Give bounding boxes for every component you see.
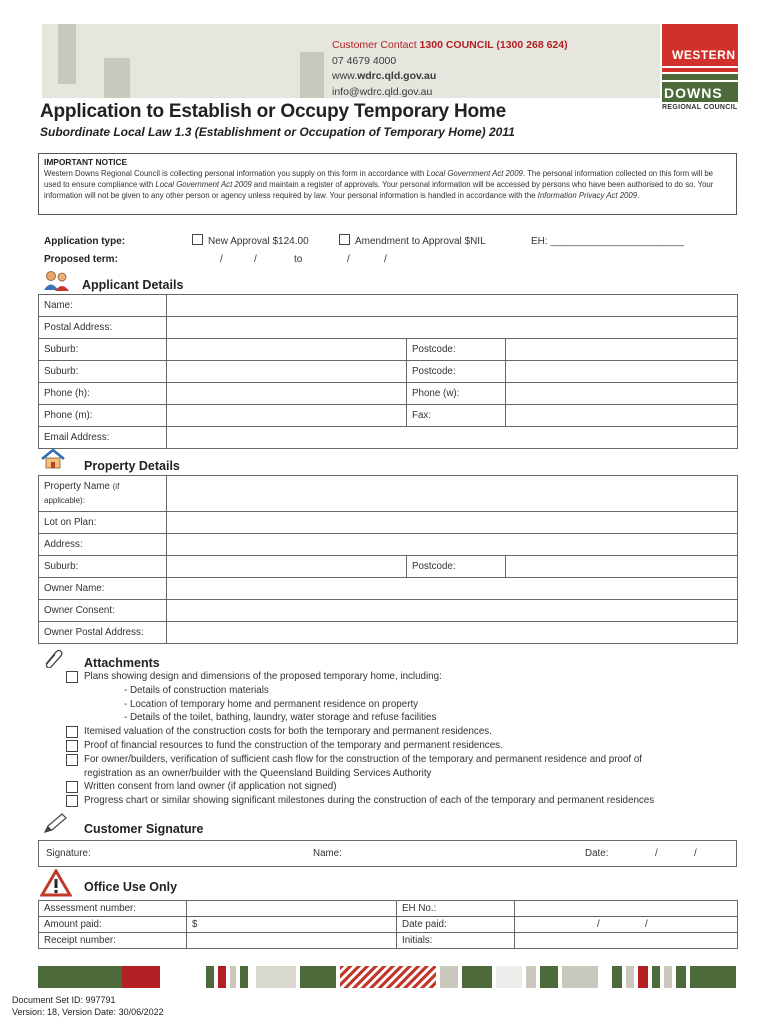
logo-western: WESTERN [672, 48, 736, 62]
list-subitem: - Details of construction materials [124, 684, 269, 696]
signature-label: Signature: [46, 848, 91, 859]
email-field[interactable] [167, 427, 738, 449]
address-field[interactable] [167, 534, 738, 556]
important-notice [38, 153, 737, 215]
applicant-details-heading: Applicant Details [82, 278, 184, 292]
postcode-field[interactable] [506, 361, 738, 383]
term-slash: / [347, 254, 350, 265]
application-type-label: Application type: [44, 236, 126, 247]
assessment-number-field[interactable] [187, 901, 397, 917]
table-row [39, 295, 738, 317]
contact-number: 1300 COUNCIL (1300 268 624) [419, 39, 568, 51]
footer-band [256, 966, 296, 988]
phone-work-label: Phone (w): [407, 383, 506, 405]
attachment-checkbox[interactable] [66, 781, 78, 793]
notice-body: Western Downs Regional Council is collecting personal information you supply on this form in accordance with Local Government Act 2009. The personal information collected on this form will be used to ensure compliance with Local Government Act 2009 and maintain a register of approvals. Your personal information will be accessed by persons who have been authorised to do so. Your information will not be given to any other person or agency unless required by law. Your personal information is handled in accordance with the Information Privacy Act 2009. [44, 169, 714, 200]
footer-band [612, 966, 622, 988]
suburb-label: Suburb: [39, 339, 167, 361]
contact-email: info@wdrc.qld.gov.au [332, 85, 433, 98]
header-decor-bar [58, 24, 76, 84]
attachment-checkbox[interactable] [66, 740, 78, 752]
footer-band [664, 966, 672, 988]
signature-name-label: Name: [313, 848, 342, 859]
table-row [39, 578, 738, 600]
table-row [39, 476, 738, 512]
table-row [39, 317, 738, 339]
header-decor-bar [300, 52, 324, 98]
owner-consent-label: Owner Consent: [39, 600, 167, 622]
list-item: Progress chart or similar showing significant milestones during the construction of each of the temporary and permanent residences [66, 794, 746, 808]
footer-band [230, 966, 236, 988]
term-slash: / [384, 254, 387, 265]
property-name-field[interactable] [167, 476, 738, 512]
suburb-field[interactable] [167, 339, 407, 361]
attachments-list [66, 670, 746, 808]
date-paid-label: Date paid: [397, 917, 515, 933]
name-field[interactable] [167, 295, 738, 317]
postcode-field[interactable] [506, 339, 738, 361]
property-name-label: Property Name (if applicable): [39, 476, 167, 512]
council-logo [662, 24, 738, 111]
list-item: Itemised valuation of the construction costs for both the temporary and permanent residences. [66, 725, 746, 739]
footer-band [462, 966, 492, 988]
owner-consent-field[interactable] [167, 600, 738, 622]
warning-icon [40, 869, 72, 897]
eh-no-field[interactable] [515, 901, 738, 917]
list-item: For owner/builders, verification of sufficient cash flow for the construction of the temporary and permanent residence and proof of registration as an owner/builder with the Queensland Building Services Authority [66, 753, 746, 781]
web-prefix: www. [332, 70, 358, 82]
phone-home-label: Phone (h): [39, 383, 167, 405]
initials-label: Initials: [397, 933, 515, 949]
attachment-checkbox[interactable] [66, 795, 78, 807]
list-item: Proof of financial resources to fund the construction of the temporary and permanent residences. [66, 739, 746, 753]
contact-block [332, 38, 568, 100]
assessment-number-label: Assessment number: [39, 901, 187, 917]
table-row [39, 933, 738, 949]
attachment-checkbox[interactable] [66, 754, 78, 766]
signature-date-label: Date: [585, 848, 609, 859]
contact-label: Customer Contact [332, 39, 417, 51]
table-row [39, 556, 738, 578]
owner-name-label: Owner Name: [39, 578, 167, 600]
date-paid-field[interactable] [515, 917, 738, 933]
paperclip-icon [42, 648, 64, 668]
amendment-label: Amendment to Approval $NIL [355, 236, 486, 247]
page-subtitle: Subordinate Local Law 1.3 (Establishment or Occupation of Temporary Home) 2011 [40, 125, 515, 139]
footer-band [690, 966, 736, 988]
attachment-checkbox[interactable] [66, 671, 78, 683]
name-label: Name: [39, 295, 167, 317]
lot-on-plan-field[interactable] [167, 512, 738, 534]
list-item: Written consent from land owner (if application not signed) [66, 780, 746, 794]
footer-band [496, 966, 522, 988]
contact-phone: 07 4679 4000 [332, 54, 397, 67]
eh-field[interactable]: EH: ________________________ [531, 236, 684, 247]
email-label: Email Address: [39, 427, 167, 449]
table-row [39, 917, 738, 933]
fax-label: Fax: [407, 405, 506, 427]
table-row [39, 534, 738, 556]
footer-band [122, 966, 160, 988]
footer-band [240, 966, 248, 988]
footer-band [638, 966, 648, 988]
amount-paid-label: Amount paid: [39, 917, 187, 933]
date-slash: / [694, 848, 697, 859]
phone-mobile-label: Phone (m): [39, 405, 167, 427]
footer-band [218, 966, 226, 988]
footer-band [340, 966, 436, 988]
term-slash: / [220, 254, 223, 265]
table-row [39, 339, 738, 361]
signature-box[interactable] [38, 840, 737, 867]
logo-downs: DOWNS [664, 85, 723, 101]
list-item: Plans showing design and dimensions of the proposed temporary home, including: [66, 670, 746, 684]
date-slash: / [655, 848, 658, 859]
proposed-term-label: Proposed term: [44, 254, 118, 265]
house-icon [40, 448, 66, 470]
suburb-field[interactable] [167, 556, 407, 578]
footer-band [440, 966, 458, 988]
owner-postal-label: Owner Postal Address: [39, 622, 167, 644]
property-details-table [38, 475, 738, 644]
lot-on-plan-label: Lot on Plan: [39, 512, 167, 534]
header-decor-bar [104, 58, 130, 98]
postal-address-field[interactable] [167, 317, 738, 339]
table-row [39, 361, 738, 383]
phone-home-field[interactable] [167, 383, 407, 405]
amount-paid-field[interactable] [187, 917, 397, 933]
date-slash: / [597, 919, 600, 930]
new-approval-label: New Approval $124.00 [208, 236, 309, 247]
receipt-number-label: Receipt number: [39, 933, 187, 949]
new-approval-checkbox[interactable] [192, 234, 203, 245]
property-details-heading: Property Details [84, 459, 180, 473]
address-label: Address: [39, 534, 167, 556]
postcode-field[interactable] [506, 556, 738, 578]
attachments-heading: Attachments [84, 656, 160, 670]
attachment-checkbox[interactable] [66, 726, 78, 738]
table-row [39, 622, 738, 644]
list-subitem: - Location of temporary home and permanent residence on property [124, 698, 419, 710]
receipt-number-field[interactable] [187, 933, 397, 949]
footer-band [300, 966, 336, 988]
list-subitem: - Details of the toilet, bathing, laundry, water storage and refuse facilities [124, 712, 437, 724]
applicant-details-table [38, 294, 738, 449]
owner-name-field[interactable] [167, 578, 738, 600]
table-row [39, 405, 738, 427]
amendment-checkbox[interactable] [339, 234, 350, 245]
office-use-table [38, 900, 738, 949]
people-icon [42, 270, 72, 292]
document-set-id: Document Set ID: 997791 [12, 995, 116, 1005]
suburb-label: Suburb: [39, 556, 167, 578]
office-use-heading: Office Use Only [84, 880, 178, 894]
footer-band [206, 966, 214, 988]
footer-band [626, 966, 634, 988]
phone-mobile-field[interactable] [167, 405, 407, 427]
table-row [39, 512, 738, 534]
dollar-sign: $ [192, 919, 198, 930]
postcode-label: Postcode: [407, 361, 506, 383]
date-slash: / [645, 919, 648, 930]
footer-band [38, 966, 122, 988]
owner-postal-field[interactable] [167, 622, 738, 644]
footer-band [652, 966, 660, 988]
fax-field[interactable] [506, 405, 738, 427]
postcode-label: Postcode: [407, 556, 506, 578]
table-row [39, 901, 738, 917]
suburb-label: Suburb: [39, 361, 167, 383]
customer-signature-heading: Customer Signature [84, 822, 204, 836]
document-footer [12, 994, 164, 1018]
term-to: to [294, 254, 303, 265]
initials-field[interactable] [515, 933, 738, 949]
pen-icon [42, 812, 68, 834]
notice-heading: IMPORTANT NOTICE [44, 157, 128, 167]
postal-address-label: Postal Address: [39, 317, 167, 339]
footer-band [562, 966, 598, 988]
footer-band [540, 966, 558, 988]
table-row [39, 383, 738, 405]
footer-band [526, 966, 536, 988]
logo-regional-council: REGIONAL COUNCIL [662, 104, 738, 111]
web-domain: wdrc.qld.gov.au [357, 70, 437, 82]
term-slash: / [254, 254, 257, 265]
table-row [39, 427, 738, 449]
phone-work-field[interactable] [506, 383, 738, 405]
table-row [39, 600, 738, 622]
eh-no-label: EH No.: [397, 901, 515, 917]
document-version: Version: 18, Version Date: 30/06/2022 [12, 1007, 164, 1017]
footer-band [676, 966, 686, 988]
suburb-field[interactable] [167, 361, 407, 383]
page-title: Application to Establish or Occupy Temporary Home [40, 101, 506, 122]
postcode-label: Postcode: [407, 339, 506, 361]
